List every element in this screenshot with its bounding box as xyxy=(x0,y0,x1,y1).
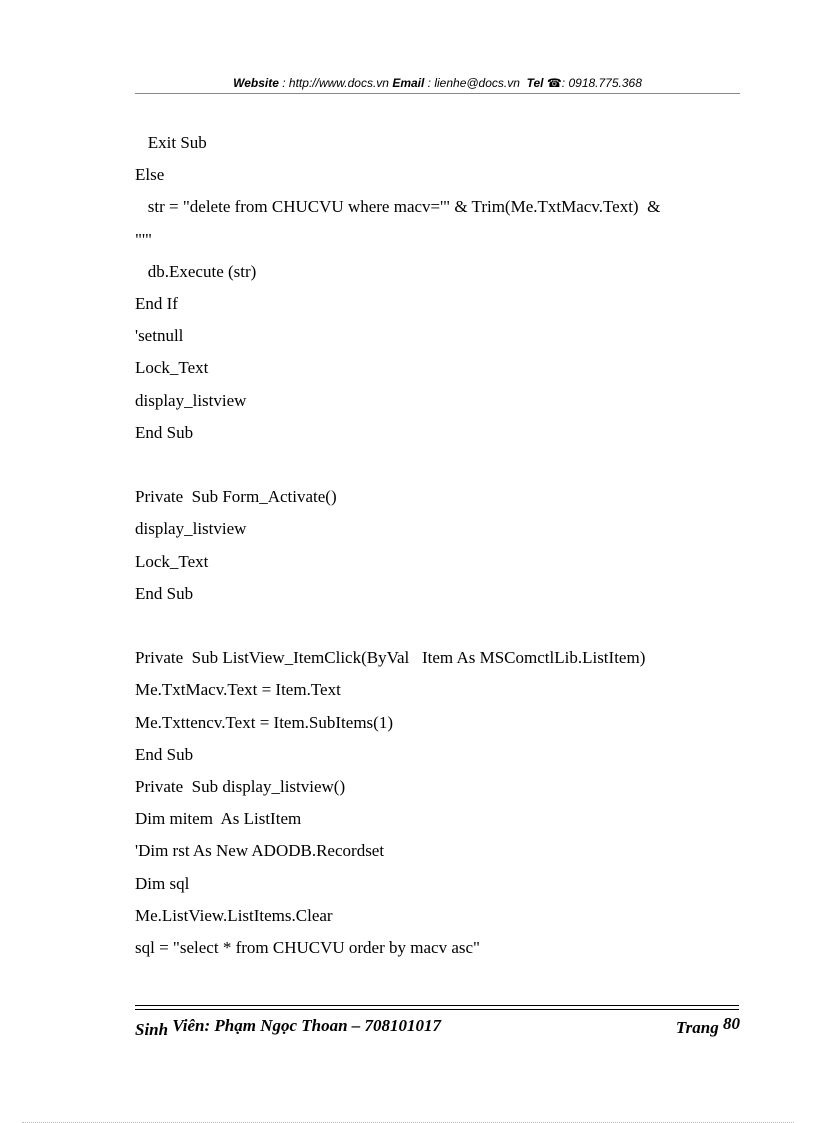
code-line: End Sub xyxy=(135,423,194,442)
code-line: str = "delete from CHUCVU where macv='" & Trim(Me.TxtMacv.Text) & xyxy=(135,197,661,216)
code-line: Me.Txttencv.Text = Item.SubItems(1) xyxy=(135,713,393,732)
code-line: Lock_Text xyxy=(135,358,209,377)
code-line: Lock_Text xyxy=(135,552,209,571)
code-line: db.Execute (str) xyxy=(135,262,257,281)
email-value[interactable]: lienhe@docs.vn xyxy=(434,76,520,90)
code-line: Me.ListView.ListItems.Clear xyxy=(135,906,333,925)
footer-student: Viên: Phạm Ngọc Thoan – 708101017 xyxy=(168,1016,442,1035)
website-label: Website xyxy=(233,76,279,90)
code-line: End Sub xyxy=(135,584,194,603)
email-sep: : xyxy=(424,76,435,90)
code-line: Me.TxtMacv.Text = Item.Text xyxy=(135,680,341,699)
tel-label: Tel xyxy=(526,76,544,90)
footer-page xyxy=(675,1014,740,1038)
email-label: Email xyxy=(392,76,425,90)
tel-value: : 0918.775.368 xyxy=(561,76,642,90)
code-line: 'Dim rst As New ADODB.Recordset xyxy=(135,841,385,860)
footer-sinh: Sinh xyxy=(135,1020,169,1039)
code-line: Else xyxy=(135,165,165,184)
phone-icon: ☎ xyxy=(546,76,562,90)
code-line: Private Sub Form_Activate() xyxy=(135,487,337,506)
footer-trang: Trang xyxy=(675,1018,719,1037)
code-line: End If xyxy=(135,294,178,313)
website-sep: : xyxy=(278,76,289,90)
code-line: "'" xyxy=(135,230,152,249)
footer-author xyxy=(135,1016,442,1039)
code-line: End Sub xyxy=(135,745,194,764)
code-line: Private Sub ListView_ItemClick(ByVal Item As MSComctlLib.ListItem) xyxy=(135,648,646,667)
header-divider xyxy=(135,93,740,94)
code-line: display_listview xyxy=(135,519,247,538)
page-header xyxy=(135,76,740,90)
code-line: Dim mitem As ListItem xyxy=(135,809,302,828)
footer-divider-bottom xyxy=(135,1009,739,1010)
page-number: 80 xyxy=(723,1014,740,1033)
code-line: Dim sql xyxy=(135,874,190,893)
footer-divider-top xyxy=(135,1005,739,1006)
code-line: 'setnull xyxy=(135,326,184,345)
website-url[interactable]: http://www.docs.vn xyxy=(288,76,389,90)
code-line: sql = "select * from CHUCVU order by macv asc" xyxy=(135,938,480,957)
code-line: display_listview xyxy=(135,391,247,410)
code-line: Exit Sub xyxy=(135,133,207,152)
code-line: Private Sub display_listview() xyxy=(135,777,346,796)
